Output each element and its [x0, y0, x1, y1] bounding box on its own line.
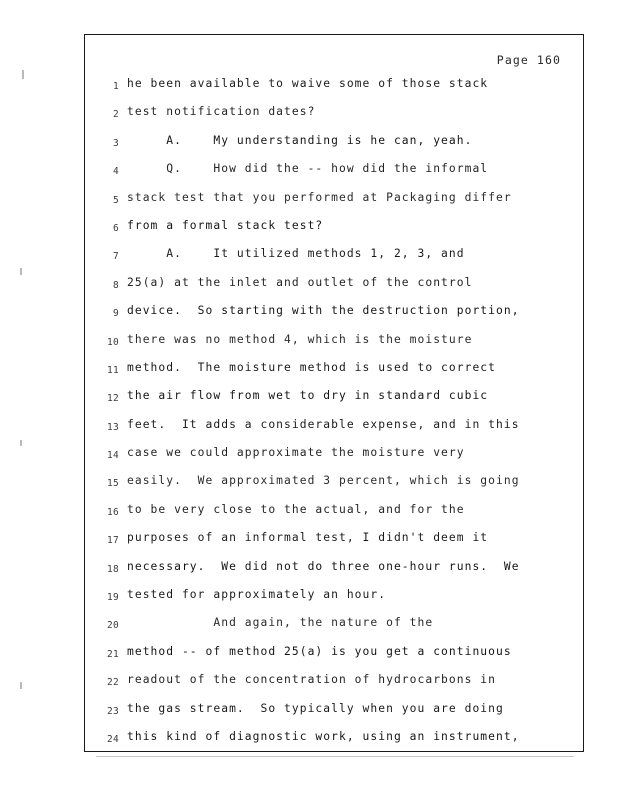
- transcript-line: [85, 673, 583, 701]
- line-number: 20: [106, 620, 119, 632]
- line-text: necessary. We did not do three one-hour runs. We: [127, 559, 520, 573]
- transcript-line: [85, 134, 583, 162]
- line-number: 18: [106, 563, 119, 575]
- line-number: 2: [112, 109, 119, 121]
- line-text: method. The moisture method is used to correct: [127, 360, 497, 374]
- line-text: case we could approximate the moisture very: [127, 446, 465, 460]
- transcript-line: [85, 247, 583, 275]
- transcript-body: [85, 77, 583, 758]
- line-number: 12: [106, 393, 119, 405]
- transcript-line: [85, 105, 583, 133]
- transcript-line: [85, 645, 583, 673]
- line-number: 6: [112, 222, 119, 234]
- line-number: 1: [112, 81, 119, 92]
- transcript-line: [85, 503, 583, 531]
- transcript-line: [85, 276, 583, 304]
- line-number: 5: [112, 194, 119, 206]
- line-text: A. It utilized methods 1, 2, 3, and: [127, 247, 465, 261]
- line-text: test notification dates?: [127, 105, 316, 119]
- scan-artifact-speck: [20, 268, 22, 275]
- transcript-line: [85, 531, 583, 559]
- line-text: the gas stream. So typically when you are doing: [127, 701, 504, 715]
- line-text: the air flow from wet to dry in standard cubic: [127, 389, 489, 403]
- transcript-line: [85, 702, 583, 730]
- transcript-line: [85, 446, 583, 474]
- scan-artifact-speck: [20, 682, 22, 689]
- transcript-line: [85, 77, 583, 105]
- line-text: feet. It adds a considerable expense, and in this: [127, 417, 520, 431]
- transcript-line: [85, 560, 583, 588]
- line-text: he been available to waive some of those stack: [127, 77, 489, 90]
- line-number: 10: [106, 336, 119, 348]
- transcript-line: [85, 418, 583, 446]
- line-text: there was no method 4, which is the moisture: [127, 332, 473, 346]
- line-number: 22: [106, 677, 119, 689]
- line-number: 8: [112, 279, 119, 291]
- line-number: 14: [106, 450, 119, 462]
- transcript-line: [85, 588, 583, 616]
- transcript-line: [85, 333, 583, 361]
- line-number: 24: [106, 733, 119, 745]
- transcript-line: [85, 389, 583, 417]
- line-number: 11: [106, 364, 119, 376]
- line-text: 25(a) at the inlet and outlet of the control: [127, 275, 473, 289]
- transcript-line: [85, 191, 583, 219]
- transcript-line: [85, 304, 583, 332]
- line-text: And again, the nature of the: [127, 616, 434, 630]
- line-text: easily. We approximated 3 percent, which is going: [127, 474, 520, 488]
- page-bottom-edge: [96, 756, 574, 757]
- transcript-line: [85, 730, 583, 758]
- line-number: 13: [106, 421, 119, 433]
- line-number: 17: [106, 535, 119, 547]
- line-number: 3: [112, 137, 119, 149]
- line-text: purposes of an informal test, I didn't deem it: [127, 531, 489, 545]
- line-text: device. So starting with the destruction portion,: [127, 304, 520, 318]
- line-text: readout of the concentration of hydrocarbons in: [127, 673, 497, 687]
- line-text: method -- of method 25(a) is you get a continuous: [127, 644, 512, 658]
- line-text: A. My understanding is he can, yeah.: [127, 133, 473, 147]
- page-number-label: Page 160: [496, 53, 561, 67]
- line-number: 19: [106, 592, 119, 604]
- line-number: 16: [106, 506, 119, 518]
- transcript-line: [85, 162, 583, 190]
- transcript-line: [85, 474, 583, 502]
- line-number: 15: [106, 478, 119, 490]
- line-number: 4: [112, 166, 119, 178]
- line-number: 23: [106, 705, 119, 717]
- transcript-line: [85, 616, 583, 644]
- transcript-line: [85, 361, 583, 389]
- line-text: from a formal stack test?: [127, 218, 324, 232]
- line-text: stack test that you performed at Packaging differ: [127, 190, 512, 204]
- line-text: tested for approximately an hour.: [127, 588, 387, 602]
- line-text: to be very close to the actual, and for the: [127, 502, 465, 516]
- transcript-line: [85, 219, 583, 247]
- line-text: Q. How did the -- how did the informal: [127, 162, 489, 176]
- line-number: 7: [112, 251, 119, 263]
- line-text: this kind of diagnostic work, using an instrument,: [127, 729, 520, 743]
- scan-artifact-speck: [22, 72, 24, 77]
- line-number: 21: [106, 648, 119, 660]
- transcript-paper: [84, 34, 584, 752]
- line-number: 9: [112, 308, 119, 320]
- scan-artifact-speck: [20, 440, 22, 446]
